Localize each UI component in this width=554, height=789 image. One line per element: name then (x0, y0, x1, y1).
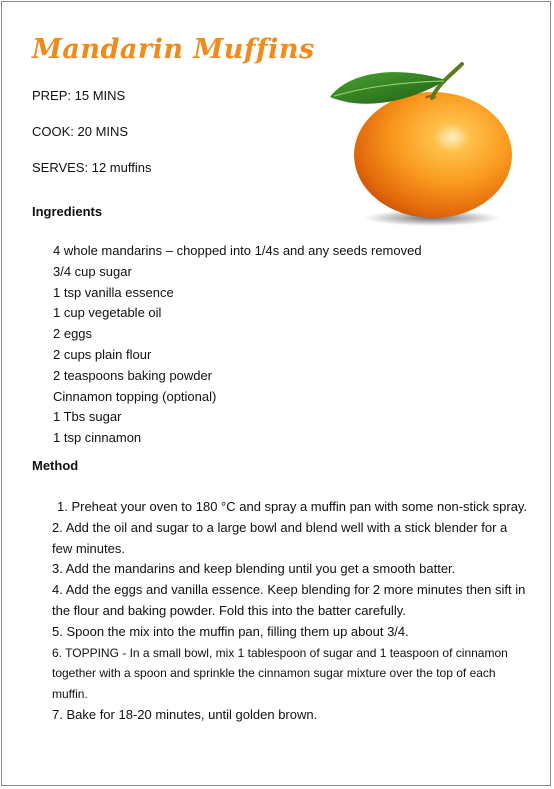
method-heading: Method (32, 458, 79, 473)
method-step: 4. Add the eggs and vanilla essence. Keep blending for 2 more minutes then sift in the flour and baking powder. Fold this into the batter carefully. (52, 582, 526, 618)
recipe-title: Mandarin Muffins (32, 34, 315, 65)
method-step: 7. Bake for 18-20 minutes, until golden brown. (52, 706, 318, 722)
serves: SERVES: 12 muffins (32, 160, 152, 175)
ingredient-item: 1 Tbs sugar (53, 409, 122, 425)
method-step: 5. Spoon the mix into the muffin pan, filling them up about 3/4. (52, 623, 409, 639)
mandarin-illustration (322, 52, 522, 234)
method-step: 2. Add the oil and sugar to a large bowl and blend well with a stick blender for a few minutes. (52, 519, 508, 556)
method-step: 1. Preheat your oven to 180 °C and spray a muffin pan with some non-stick spray. (57, 499, 528, 514)
prep-time: PREP: 15 MINS (32, 88, 126, 103)
ingredients-heading: Ingredients (32, 204, 103, 219)
mandarin-fruit (354, 92, 512, 218)
ingredient-item: 1 cup vegetable oil (53, 305, 162, 321)
ingredient-item: Cinnamon topping (optional) (53, 388, 217, 404)
ingredient-item: 3/4 cup sugar (53, 263, 132, 279)
ingredient-item: 2 eggs (53, 326, 93, 342)
cook-time: COOK: 20 MINS (32, 124, 129, 139)
ingredient-item: 4 whole mandarins – chopped into 1/4s and any seeds removed (53, 243, 422, 258)
ingredient-item: 2 cups plain flour (53, 346, 152, 362)
ingredients-list (53, 241, 422, 449)
method-list (52, 497, 530, 726)
ingredient-item: 2 teaspoons baking powder (53, 367, 213, 383)
method-step: 3. Add the mandarins and keep blending until you get a smooth batter. (52, 561, 456, 577)
ingredient-item: 1 tsp cinnamon (53, 430, 142, 446)
method-step: 6. TOPPING - In a small bowl, mix 1 tablespoon of sugar and 1 teaspoon of cinnamon together with a spoon and sprinkle the cinnamon sugar mixture over the top of each muffin. (52, 645, 508, 702)
ingredient-item: 1 tsp vanilla essence (53, 284, 174, 300)
